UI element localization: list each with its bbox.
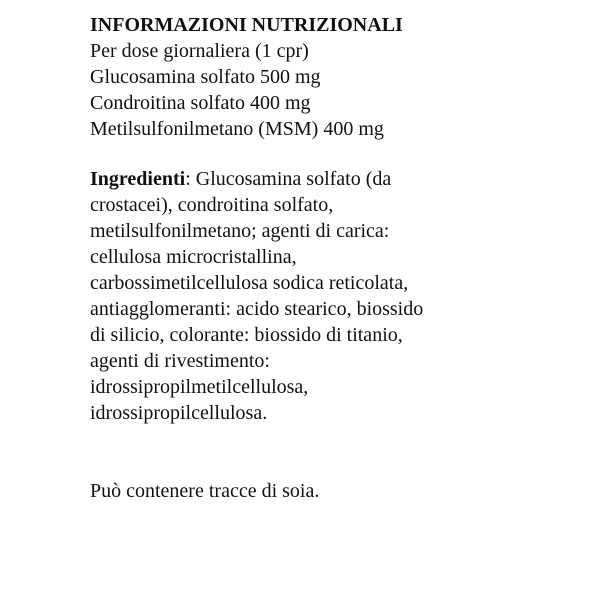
ingredients-text-8: idrossipropilmetilcellulosa, bbox=[90, 376, 309, 398]
msm-line: Metilsulfonilmetano (MSM) 400 mg bbox=[90, 118, 384, 140]
nutrition-section bbox=[90, 12, 580, 142]
chondroitin-line: Condroitina solfato 400 mg bbox=[90, 92, 311, 114]
ingredients-first-line bbox=[90, 166, 580, 192]
glucosamine-line: Glucosamina solfato 500 mg bbox=[90, 66, 321, 88]
allergen-note-section bbox=[90, 478, 580, 504]
ingredients-text-0: : Glucosamina solfato (da bbox=[185, 168, 392, 190]
nutrition-heading: INFORMAZIONI NUTRIZIONALI bbox=[90, 14, 403, 36]
dose-line: Per dose giornaliera (1 cpr) bbox=[90, 40, 309, 62]
ingredients-text-1: crostacei), condroitina solfato, bbox=[90, 194, 334, 216]
ingredients-section bbox=[90, 166, 580, 426]
ingredients-text-9: idrossipropilcellulosa. bbox=[90, 402, 268, 424]
ingredients-label: Ingredienti bbox=[90, 168, 186, 190]
ingredients-text-6: di silicio, colorante: biossido di titanio, bbox=[90, 324, 403, 346]
ingredients-text-7: agenti di rivestimento: bbox=[90, 350, 270, 372]
ingredients-text-4: carbossimetilcellulosa sodica reticolata, bbox=[90, 272, 409, 294]
product-label-document bbox=[90, 12, 580, 504]
ingredients-text-2: metilsulfonilmetano; agenti di carica: bbox=[90, 220, 390, 242]
ingredients-text-3: cellulosa microcristallina, bbox=[90, 246, 297, 268]
allergen-note: Può contenere tracce di soia. bbox=[90, 480, 320, 502]
ingredients-text-5: antiagglomeranti: acido stearico, biossido bbox=[90, 298, 424, 320]
